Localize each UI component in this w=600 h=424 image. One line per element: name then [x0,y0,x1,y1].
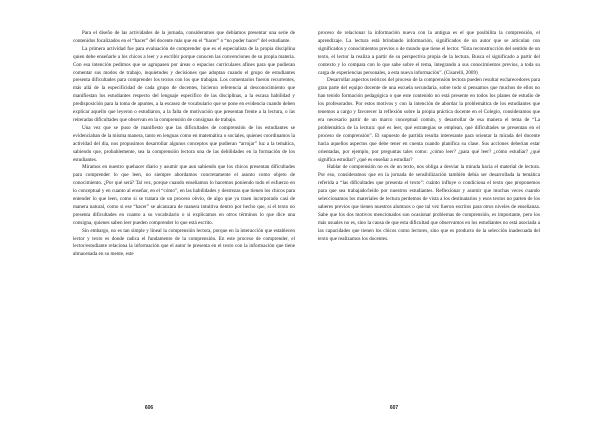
paragraph: Para el diseño de las actividades de la jornada, consideramos que debíamos presentar una serie de contenidos focalizados en el “hacer” del docente más que en el “hacer” o “no poder hacer” del estudiante. [73,30,295,44]
page-number-left: 606 [144,405,154,411]
paragraph: proceso de relacionar la información nueva con la antigua es el que posibilita la comprensión, el aprendizaje. La lectura está brindando información, significados de un autor que se articulan con significados y conocimientos previos o de mundo que tiene el lector. “Esta reconstrucción del sentido de un texto, el lector la realiza a partir de su perspectiva propia de la lectura. Busca el significado a partir del contexto y lo compara con lo que sabe sobre el tema, integrando a sus conocimientos previos, a toda su carga de experiencias personales, a esta nueva información”. (Cisarelli, 2009) [318,30,540,76]
paragraph: La primera actividad fue para evaluación de comprender que es el especialista de la propia disciplina quien debe enseñarle a los chicos a leer y a escribir porque conocen las convenciones de su propia materia. Con esa intención pedimos que se agrupasen por áreas o espacios curriculares afines para que pudieran comentar sus modos de trabajo, inquietudes y decisiones que adoptan cuando el grupo de estudiantes presenta dificultades para comprender los textos con los que trabajan. Los comentarios fueron recurrentes, más allá de la especificidad de cada grupo de docentes, hicieron referencia al desconocimiento que manifiestan los estudiantes respecto del lenguaje específico de las disciplinas, a la escasa habilidad y predisposición para la toma de apuntes, a la escasez de vocabulario que se pone en evidencia cuando deben explicar aquello que leyeron o estudiaron, a la falta de motivación que presentan frente a la lectura, o las reiteradas dificultades que observan en la comprensión de consignas de trabajo. [73,45,295,123]
paragraph: Sin embargo, no es tan simple y lineal la comprensión lectora, porque en la interacción que establecen lector y texto es donde radica el fundamento de la comprensión. En este proceso de comprender, el lector/estudiante relaciona la información que el autor le presenta en el texto con la información que tiene almacenada en su mente, este [73,227,295,258]
paragraph: Desarrollar aspectos teóricos del proceso de la comprensión lectora pueden resultar esclarecedores para gran parte del equipo docente de una escuela secundaria, sobre todo si pensamos que muchos de ellos no han tenido formación pedagógica o que este contenido no está presente en todos los planes de estudio de los profesorados. Por estos motivos y con la intención de abordar la problemática de los estudiantes que tenemos a cargo y favorecer la reflexión sobre la propia práctica docente en el Colegio, consideramos que era necesario partir de un marco conceptual común, y desarrollar de esa manera el tema de “La problemática de la lectura: qué es leer, qué estrategias se emplean, qué dificultades se presentan en el proceso de comprensión”. El supuesto de partida resulta interesante para orientar la mirada del docente hacia aquellos aspectos que debe tener en cuenta cuando planifica su clase. Sus acciones deberían estar orientadas, por ejemplo, por preguntas tales como: ¿cómo leer? ¿para qué leer? ¿cómo estudiar? ¿qué significa estudiar? ¿qué es enseñar a estudiar? [318,77,540,163]
right-page [318,30,540,394]
paragraph: Hablar de comprensión no es de un texto, nos obliga a desviar la mirada hacia el material de lectura. Por eso, consideramos que en la jornada de sensibilización también debía ser desarrollada la temática referida a “las dificultades que presenta el texto”: cuánto influye o condiciona el texto que proponemos para que sea trabajado/leído por nuestros estudiantes. Reflexionar y asumir que muchas veces cuando seleccionamos los materiales de lectura perdemos de vista a los destinatarios y esos textos no parten de los saberes previos que tienen nuestros alumnos o que tal vez fueron escritos para otros niveles de enseñanza. Sabe que los dos motivos mencionados son ocasionar problemas de comprensión, es importante, pero los más usuales no es, sino la causa de que esta dificultad que observamos en los estudiantes no está asociada a las capacidades que tienen los chicos como lectores, sino que es producto de la selección inadecuada del texto que realizamos los docentes. [318,164,540,242]
page-number-right: 607 [389,405,399,411]
paragraph: Miramos en nuestro quehacer diario y asumir que aun sabiendo que los chicos presentan dificultades para comprender lo que leen, no siempre abordamos concretamente el asunto como objeto de conocimiento. ¿Por qué será? Tal vez, porque cuando enseñamos lo hacemos poniendo todo el esfuerzo en lo conceptual y en cuanto al enseñar, en el “cómo”, en las habilidades y destrezas que tienen los chicos para entender lo que leen, como si se tratara de un proceso obvio, de algo que ya traen incorporado casi de manera natural, como si ese “hacer” se alcanzara de manera intuitiva dentro por hecho que, si el texto no presenta dificultades en cuanto a su vocabulario o si explicamos en otros términos lo que dice una consigna, quienes saben leer pueden comprender lo que está escrito. [73,164,295,226]
paragraph: Una vez que se puso de manifiesto que las dificultades de comprensión de los estudiantes se evidenciaban de la misma manera, tanto en lenguas como en matemática o sociales, quienes coordinamos la actividad del día, nos propusimos desarrollar algunos conceptos que pudieran “arrojar” luz a la temática, sabiendo que, probablemente, sea la comprensión lectora una de las debilidades en la formación de los estudiantes. [73,124,295,163]
left-page [73,30,295,394]
